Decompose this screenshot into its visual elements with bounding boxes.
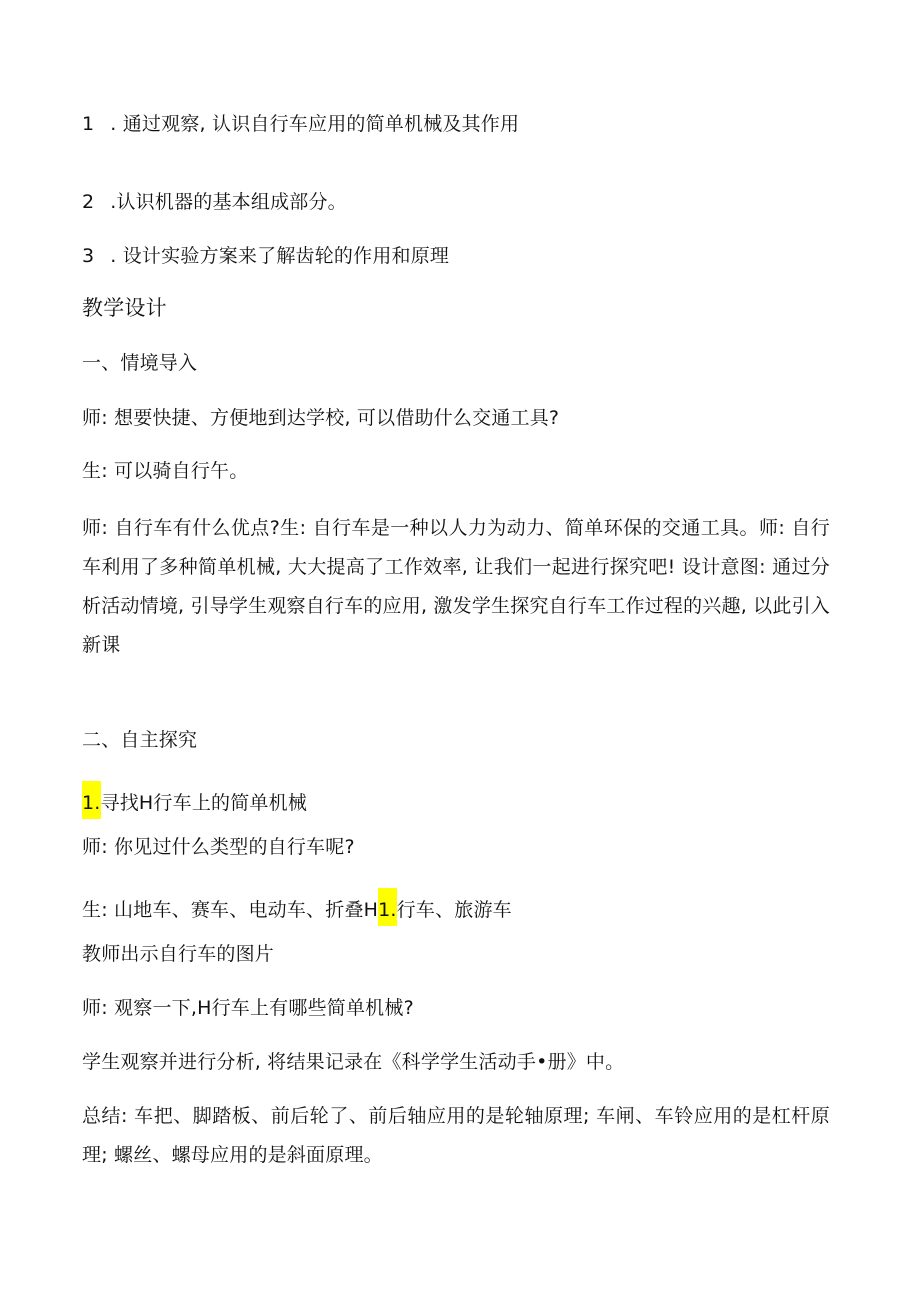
part1-student-answer: 生: 可以骑自行午。 (82, 460, 249, 482)
part2-teacher-question-1: 师: 你见过什么类型的自行车呢? (82, 836, 355, 858)
student-answer-1-part-b: 行车、旅游车 (396, 899, 512, 921)
student-answer-1-part-a: 生: 山地车、赛车、电动车、折叠H (82, 899, 379, 921)
objective-3-number: 3 (82, 245, 95, 267)
part2-subheading (82, 781, 307, 819)
part2-student-answer-1 (82, 888, 512, 926)
objective-3 (82, 244, 449, 268)
objective-1 (82, 112, 519, 136)
section-title: 教学设计 (82, 296, 167, 320)
teacher-shows-picture: 教师出示自行车的图片 (82, 943, 275, 965)
part2-heading: 二、自主探究 (82, 729, 198, 751)
highlight-marker: 1. (82, 781, 101, 819)
objective-1-number: 1 (82, 113, 95, 135)
student-observation: 学生观察并进行分析, 将结果记录在《科学学生活动手•册》中。 (82, 1051, 625, 1073)
objective-2 (82, 190, 347, 214)
objective-3-text: . 设计实验方案来了解齿轮的作用和原理 (104, 245, 450, 267)
objective-1-text: . 通过观察, 认识自行车应用的简单机械及其作用 (104, 113, 520, 135)
summary-paragraph: 总结: 车把、脚踏板、前后轮了、前后轴应用的是轮轴原理; 车闸、车铃应用的是杠杆原理; 螺丝、螺母应用的是斜面原理。 (82, 1105, 830, 1166)
objective-2-text: .认识机器的基本组成部分。 (104, 191, 347, 213)
objective-2-number: 2 (82, 191, 95, 213)
part1-teacher-question: 师: 想要快捷、方便地到达学校, 可以借助什么交通工具? (82, 407, 560, 429)
part1-paragraph: 师: 自行车有什么优点?生: 自行车是一种以人力为动力、简单环保的交通工具。师: 自行车利用了多种简单机械, 大大提高了工作效率, 让我们一起进行探究吧! 设计意图: 通过分析活动情境, 引导学生观察自行车的应用, 激发学生探究自行车工作过程的兴趣, 以此引入新课 (82, 517, 830, 656)
part2-teacher-question-2: 师: 观察一下,H行车上有哪些简单机械? (82, 997, 414, 1019)
part2-subheading-text: 寻找H行车上的简单机械 (100, 792, 308, 814)
highlight-marker: 1. (378, 888, 397, 926)
part1-heading: 一、情境导入 (82, 352, 198, 374)
